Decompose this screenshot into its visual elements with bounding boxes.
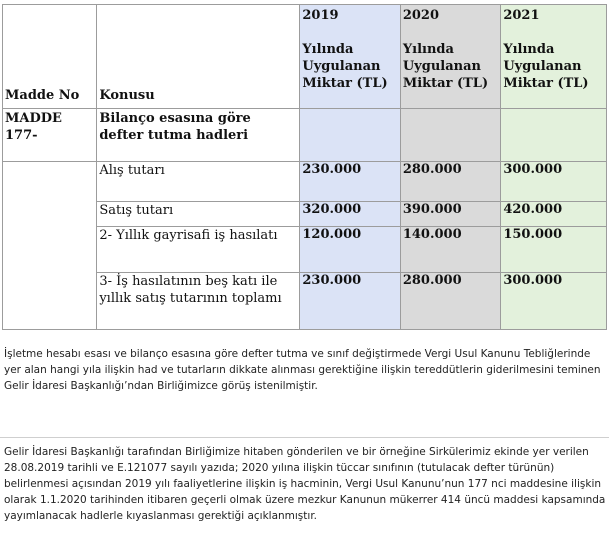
value-2021: 300.000 [501, 162, 607, 202]
madde-cell-2021 [501, 109, 607, 162]
row-label: Alış tutarı [97, 162, 300, 202]
header-title-2019: Yılında Uygulanan Miktar (TL) [302, 42, 388, 91]
value-2021: 420.000 [501, 202, 607, 227]
header-madde-no: Madde No [3, 5, 97, 109]
value-2020: 140.000 [400, 227, 500, 273]
madde-subject: Bilanço esasına göre defter tutma hadleri [97, 109, 300, 162]
table-row-madde [3, 109, 607, 162]
header-title-2021: Yılında Uygulanan Miktar (TL) [503, 42, 589, 91]
header-2021 [501, 5, 607, 109]
madde-blank-cell [3, 162, 97, 330]
header-year-2019: 2019 [302, 8, 339, 23]
value-2019: 320.000 [300, 202, 400, 227]
row-label: 3- İş hasılatının beş katı ile yıllık satış tutarının toplamı [97, 273, 300, 330]
value-2019: 230.000 [300, 273, 400, 330]
table-row [3, 162, 607, 202]
row-label: 2- Yıllık gayrisafi iş hasılatı [97, 227, 300, 273]
value-2020: 390.000 [400, 202, 500, 227]
header-konusu: Konusu [97, 5, 300, 109]
value-2020: 280.000 [400, 162, 500, 202]
paragraph-request: İşletme hesabı esası ve bilanço esasına göre defter tutma ve sınıf değiştirmede Vergi Usul Kanunu Tebliğlerinde yer alan hangi yıla ilişkin had ve tutarların dikkate alınması gerektiğine ilişkin tereddütlerin giderilmesini teminen Gelir İdaresi Başkanlığı’ndan Birliğimizce görüş istenilmiştir. [4, 348, 601, 392]
paragraph-response: Gelir İdaresi Başkanlığı tarafından Birliğimize hitaben gönderilen ve bir örneğine Sirkülerimiz ekinde yer verilen 28.08.2019 tarihli ve E.121077 sayılı yazıda; 2020 yılına ilişkin tüccar sınıfının (tutulacak defter türünün) belirlenmesi açısından 2019 yılı faaliyetlerine ilişkin iş hacminin, Vergi Usul Kanunu’nun 177 nci maddesine ilişkin olarak 1.1.2020 tarihinden itibaren geçerli olmak üzere mezkur Kanunun mükerrer 414 üncü maddesi kapsamında yayımlanacak hadlerle kıyaslanması gerektiği açıklanmıştır. [4, 446, 606, 522]
value-2019: 120.000 [300, 227, 400, 273]
header-2020 [400, 5, 500, 109]
value-2019: 230.000 [300, 162, 400, 202]
madde-cell-2019 [300, 109, 400, 162]
value-2020: 280.000 [400, 273, 500, 330]
divider [0, 437, 609, 438]
threshold-table [2, 4, 607, 330]
table-header-row [3, 5, 607, 109]
header-year-2020: 2020 [402, 8, 440, 23]
row-label: Satış tutarı [97, 202, 300, 227]
value-2021: 150.000 [501, 227, 607, 273]
header-year-2021: 2021 [503, 8, 540, 23]
header-2019 [300, 5, 400, 109]
madde-number: MADDE 177- [3, 109, 97, 162]
header-title-2020: Yılında Uygulanan Miktar (TL) [402, 42, 489, 91]
value-2021: 300.000 [501, 273, 607, 330]
madde-cell-2020 [400, 109, 500, 162]
